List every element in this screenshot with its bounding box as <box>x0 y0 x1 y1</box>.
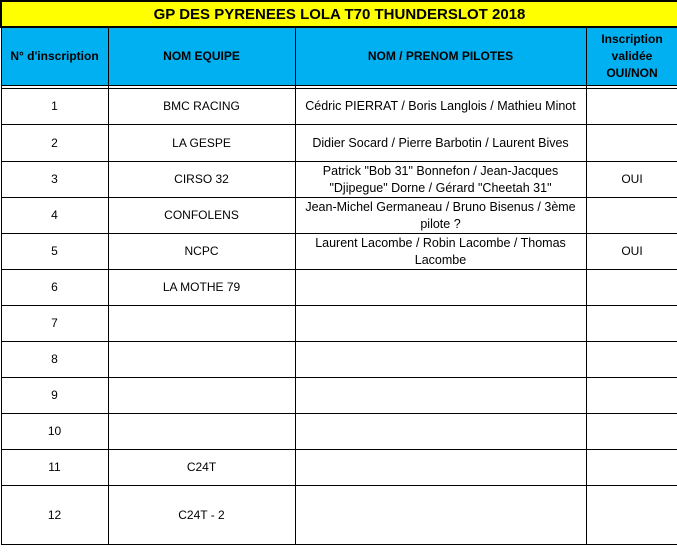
table-row <box>1 162 677 198</box>
table-row <box>1 270 677 306</box>
table-row <box>1 306 677 342</box>
table-row <box>1 234 677 270</box>
cell-pilots[interactable] <box>295 450 586 486</box>
table-row <box>1 342 677 378</box>
table-row <box>1 414 677 450</box>
header-row <box>1 27 677 86</box>
table-row <box>1 450 677 486</box>
cell-pilots[interactable]: Patrick "Bob 31" Bonnefon / Jean-Jacques "Djipegue" Dorne / Gérard "Cheetah 31" <box>295 162 586 198</box>
cell-validated[interactable]: OUI <box>586 234 677 270</box>
cell-num[interactable]: 3 <box>1 162 108 198</box>
cell-team[interactable]: NCPC <box>108 234 295 270</box>
cell-num[interactable]: 11 <box>1 450 108 486</box>
cell-pilots[interactable] <box>295 306 586 342</box>
cell-validated[interactable] <box>586 125 677 162</box>
header-num: N° d'inscription <box>1 27 108 86</box>
cell-num[interactable]: 1 <box>1 89 108 125</box>
sheet-title: GP DES PYRENEES LOLA T70 THUNDERSLOT 2018 <box>1 1 677 27</box>
title-row <box>1 1 677 27</box>
table-row <box>1 125 677 162</box>
header-validated: Inscription validée OUI/NON <box>586 27 677 86</box>
cell-pilots[interactable]: Jean-Michel Germaneau / Bruno Bisenus / 3ème pilote ? <box>295 198 586 234</box>
cell-pilots[interactable] <box>295 414 586 450</box>
cell-pilots[interactable]: Laurent Lacombe / Robin Lacombe / Thomas Lacombe <box>295 234 586 270</box>
cell-team[interactable]: CONFOLENS <box>108 198 295 234</box>
cell-num[interactable]: 10 <box>1 414 108 450</box>
cell-num[interactable]: 7 <box>1 306 108 342</box>
cell-team[interactable]: C24T - 2 <box>108 486 295 545</box>
cell-num[interactable]: 6 <box>1 270 108 306</box>
cell-validated[interactable] <box>586 486 677 545</box>
cell-pilots[interactable] <box>295 486 586 545</box>
cell-validated[interactable] <box>586 89 677 125</box>
header-pilots: NOM / PRENOM PILOTES <box>295 27 586 86</box>
cell-num[interactable]: 4 <box>1 198 108 234</box>
cell-team[interactable] <box>108 306 295 342</box>
header-team: NOM EQUIPE <box>108 27 295 86</box>
cell-num[interactable]: 2 <box>1 125 108 162</box>
cell-validated[interactable] <box>586 450 677 486</box>
cell-validated[interactable] <box>586 306 677 342</box>
cell-team[interactable]: BMC RACING <box>108 89 295 125</box>
cell-team[interactable]: C24T <box>108 450 295 486</box>
cell-num[interactable]: 9 <box>1 378 108 414</box>
table-row <box>1 378 677 414</box>
cell-team[interactable]: LA GESPE <box>108 125 295 162</box>
cell-team[interactable]: CIRSO 32 <box>108 162 295 198</box>
cell-team[interactable]: LA MOTHE 79 <box>108 270 295 306</box>
cell-team[interactable] <box>108 414 295 450</box>
cell-pilots[interactable] <box>295 378 586 414</box>
cell-num[interactable]: 12 <box>1 486 108 545</box>
cell-pilots[interactable] <box>295 270 586 306</box>
cell-validated[interactable]: OUI <box>586 162 677 198</box>
cell-pilots[interactable]: Cédric PIERRAT / Boris Langlois / Mathieu Minot <box>295 89 586 125</box>
cell-pilots[interactable]: Didier Socard / Pierre Barbotin / Laurent Bives <box>295 125 586 162</box>
cell-validated[interactable] <box>586 378 677 414</box>
table-row <box>1 486 677 545</box>
cell-num[interactable]: 8 <box>1 342 108 378</box>
cell-validated[interactable] <box>586 414 677 450</box>
cell-team[interactable] <box>108 342 295 378</box>
cell-validated[interactable] <box>586 342 677 378</box>
cell-team[interactable] <box>108 378 295 414</box>
cell-num[interactable]: 5 <box>1 234 108 270</box>
cell-pilots[interactable] <box>295 342 586 378</box>
table-row <box>1 89 677 125</box>
table-row <box>1 198 677 234</box>
cell-validated[interactable] <box>586 198 677 234</box>
cell-validated[interactable] <box>586 270 677 306</box>
